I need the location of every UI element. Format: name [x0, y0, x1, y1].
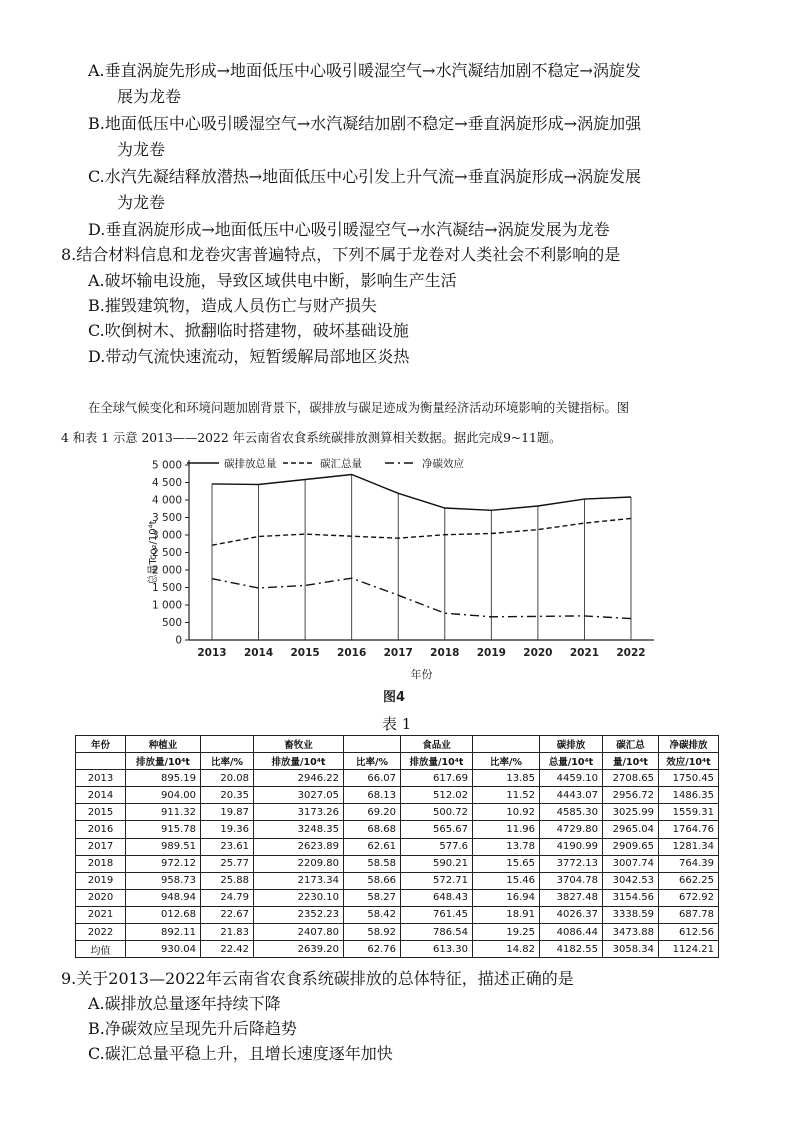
intro-line1: 在全球气候变化和环境问题加剧背景下，碳排放与碳足迹成为衡量经济活动环境影响的关键指标。图	[88, 401, 630, 415]
table-cell: 19.25	[473, 924, 540, 941]
table-cell: 比率/%	[473, 753, 540, 770]
table-cell: 58.42	[344, 906, 401, 923]
x-axis-title: 年份	[410, 668, 433, 681]
table-cell: 69.20	[344, 804, 401, 821]
series-line-1	[212, 475, 631, 511]
x-tick-label: 2015	[290, 647, 320, 659]
table-cell: 2639.20	[254, 941, 344, 958]
table-cell: 3042.53	[603, 872, 659, 889]
table-cell: 565.67	[401, 821, 473, 838]
table-cell: 3025.99	[603, 804, 659, 821]
table-cell: 3248.35	[254, 821, 344, 838]
table-cell: 11.96	[473, 821, 540, 838]
q7-option-d: D.垂直涡旋形成→地面低压中心吸引暖湿空气→水汽凝结→涡旋发展为龙卷	[88, 220, 610, 239]
table-cell: 2018	[76, 855, 126, 872]
series-line-3	[212, 578, 631, 618]
table-cell: 62.76	[344, 941, 401, 958]
x-tick-label: 2013	[197, 647, 227, 659]
q9-option-b: B.净碳效应呈现先升后降趋势	[88, 1019, 297, 1038]
table-cell: 3772.13	[540, 855, 603, 872]
table-cell: 2022	[76, 924, 126, 941]
table-cell: 2013	[76, 770, 126, 787]
table-cell: 012.68	[126, 906, 201, 923]
table-row	[76, 770, 719, 787]
x-tick-label: 2021	[569, 647, 600, 659]
table-cell: 972.12	[126, 855, 201, 872]
table-cell: 10.92	[473, 804, 540, 821]
table-cell: 2014	[76, 787, 126, 804]
table-cell: 22.42	[201, 941, 254, 958]
table-cell	[76, 753, 126, 770]
table-cell: 13.85	[473, 770, 540, 787]
table-cell: 2015	[76, 804, 126, 821]
table-cell: 排放量/10⁴t	[401, 753, 473, 770]
table-cell: 915.78	[126, 821, 201, 838]
table-cell: 2209.80	[254, 855, 344, 872]
table-cell: 68.68	[344, 821, 401, 838]
table-cell: 16.94	[473, 889, 540, 906]
figure4-line-chart	[0, 450, 793, 710]
table-cell: 1559.31	[659, 804, 719, 821]
table-cell: 年份	[76, 736, 126, 753]
table-cell: 687.78	[659, 906, 719, 923]
table-cell: 58.66	[344, 872, 401, 889]
q8-option-a: A.破坏输电设施，导致区域供电中断，影响生产生活	[88, 271, 457, 290]
q7-option-b-line2: 为龙卷	[117, 140, 166, 159]
table-cell: 18.91	[473, 906, 540, 923]
table-cell: 500.72	[401, 804, 473, 821]
y-tick-label: 4 000	[151, 494, 182, 507]
table-cell: 13.78	[473, 838, 540, 855]
table-cell: 总量/10⁴t	[540, 753, 603, 770]
table-header-row-2	[76, 753, 719, 770]
table-cell: 2965.04	[603, 821, 659, 838]
table-cell: 3058.34	[603, 941, 659, 958]
table-cell: 20.35	[201, 787, 254, 804]
table-cell: 种植业	[126, 736, 201, 753]
x-tick-label: 2017	[383, 647, 413, 659]
table-cell: 4190.99	[540, 838, 603, 855]
q9-stem: 9.关于2013—2022年云南省农食系统碳排放的总体特征，描述正确的是	[61, 969, 574, 988]
table-cell: 617.69	[401, 770, 473, 787]
table-cell: 786.54	[401, 924, 473, 941]
table-cell: 20.08	[201, 770, 254, 787]
table-cell: 4026.37	[540, 906, 603, 923]
table-cell: 2016	[76, 821, 126, 838]
table-cell: 989.51	[126, 838, 201, 855]
table-cell: 比率/%	[344, 753, 401, 770]
table-cell: 量/10⁴t	[603, 753, 659, 770]
legend-label-1: 碳排放总量	[224, 458, 277, 470]
table-cell: 3154.56	[603, 889, 659, 906]
y-tick-label: 500	[161, 617, 182, 629]
table-row	[76, 872, 719, 889]
y-tick-label: 5 000	[151, 459, 182, 472]
table-cell: 排放量/10⁴t	[126, 753, 201, 770]
table-cell: 1486.35	[659, 787, 719, 804]
table-cell: 14.82	[473, 941, 540, 958]
q8-option-c: C.吹倒树木、掀翻临时搭建物，破坏基础设施	[88, 321, 409, 340]
table-cell: 761.45	[401, 906, 473, 923]
table-cell: 662.25	[659, 872, 719, 889]
table-cell: 效应/10⁴t	[659, 753, 719, 770]
table-cell: 958.73	[126, 872, 201, 889]
y-tick-label: 1 500	[151, 582, 182, 594]
table-cell: 572.71	[401, 872, 473, 889]
table-cell: 2173.34	[254, 872, 344, 889]
x-tick-label: 2014	[243, 647, 274, 659]
table-cell: 碳排放	[540, 736, 603, 753]
y-tick-label: 2 000	[151, 564, 182, 577]
q7-option-a-line1: A.垂直涡旋先形成→地面低压中心吸引暖湿空气→水汽凝结加剧不稳定→涡旋发	[88, 61, 641, 80]
table-cell: 2230.10	[254, 889, 344, 906]
q9-option-a: A.碳排放总量逐年持续下降	[88, 994, 281, 1013]
table-cell	[473, 736, 540, 753]
x-tick-label: 2022	[616, 647, 646, 659]
table-cell: 58.27	[344, 889, 401, 906]
table-cell: 764.39	[659, 855, 719, 872]
series-line-2	[212, 518, 631, 545]
table-cell	[344, 736, 401, 753]
table-cell: 613.30	[401, 941, 473, 958]
table-cell	[201, 736, 254, 753]
table-cell: 3338.59	[603, 906, 659, 923]
table-cell: 3173.26	[254, 804, 344, 821]
table-cell: 4459.10	[540, 770, 603, 787]
table-cell: 22.67	[201, 906, 254, 923]
table-cell: 15.46	[473, 872, 540, 889]
table-cell: 2019	[76, 872, 126, 889]
table-cell: 碳汇总	[603, 736, 659, 753]
table-cell: 2708.65	[603, 770, 659, 787]
table-row	[76, 804, 719, 821]
table-cell: 2407.80	[254, 924, 344, 941]
table-cell: 3027.05	[254, 787, 344, 804]
table-cell: 2909.65	[603, 838, 659, 855]
table-cell: 2623.89	[254, 838, 344, 855]
table-cell: 4443.07	[540, 787, 603, 804]
table-cell: 3007.74	[603, 855, 659, 872]
legend-label-3: 净碳效应	[422, 458, 464, 470]
table-row	[76, 906, 719, 923]
table-cell: 4086.44	[540, 924, 603, 941]
y-tick-label: 3 000	[151, 529, 182, 542]
table-cell: 4729.80	[540, 821, 603, 838]
table-row	[76, 855, 719, 872]
table-cell: 4182.55	[540, 941, 603, 958]
table-cell: 948.94	[126, 889, 201, 906]
q7-option-c-line2: 为龙卷	[117, 193, 166, 212]
intro-line2: 4 和表 1 示意 2013——2022 年云南省农食系统碳排放测算相关数据。据此完成9~11题。	[61, 431, 562, 445]
table-cell: 21.83	[201, 924, 254, 941]
table-cell: 19.87	[201, 804, 254, 821]
table-cell: 3473.88	[603, 924, 659, 941]
table-cell: 68.13	[344, 787, 401, 804]
table-cell: 畜牧业	[254, 736, 344, 753]
x-tick-label: 2019	[476, 647, 506, 659]
table-cell: 2352.23	[254, 906, 344, 923]
q9-option-c: C.碳汇总量平稳上升，且增长速度逐年加快	[88, 1044, 393, 1063]
table-cell: 2021	[76, 906, 126, 923]
table-cell: 25.88	[201, 872, 254, 889]
table-cell: 58.92	[344, 924, 401, 941]
table-cell: 672.92	[659, 889, 719, 906]
table-cell: 512.02	[401, 787, 473, 804]
table-cell: 58.58	[344, 855, 401, 872]
table-row	[76, 838, 719, 855]
table-cell: 1124.21	[659, 941, 719, 958]
table-cell: 904.00	[126, 787, 201, 804]
table-cell: 11.52	[473, 787, 540, 804]
table-cell: 3704.78	[540, 872, 603, 889]
y-tick-label: 0	[175, 634, 182, 647]
table-cell: 911.32	[126, 804, 201, 821]
table-cell: 净碳排放	[659, 736, 719, 753]
figure-caption: 图4	[382, 690, 406, 705]
table-cell: 15.65	[473, 855, 540, 872]
q7-option-a-line2: 展为龙卷	[117, 87, 182, 106]
q7-option-b-line1: B.地面低压中心吸引暖湿空气→水汽凝结加剧不稳定→垂直涡旋形成→涡旋加强	[88, 114, 642, 133]
table-title: 表 1	[382, 715, 412, 733]
table-cell: 66.07	[344, 770, 401, 787]
q8-stem: 8.结合材料信息和龙卷灾害普遍特点，下列不属于龙卷对人类社会不利影响的是	[61, 245, 621, 264]
table-cell: 23.61	[201, 838, 254, 855]
table-row	[76, 889, 719, 906]
table-row	[76, 787, 719, 804]
table-cell: 24.79	[201, 889, 254, 906]
y-axis-title: 总量Tco₂/10⁴t	[148, 520, 159, 585]
table-row	[76, 941, 719, 958]
table-cell: 2017	[76, 838, 126, 855]
table-cell: 2956.72	[603, 787, 659, 804]
table-cell: 1764.76	[659, 821, 719, 838]
table-cell: 577.6	[401, 838, 473, 855]
table-cell: 930.04	[126, 941, 201, 958]
table-cell: 2946.22	[254, 770, 344, 787]
table-cell: 4585.30	[540, 804, 603, 821]
table-cell: 2020	[76, 889, 126, 906]
table-cell: 612.56	[659, 924, 719, 941]
q8-option-b: B.摧毁建筑物，造成人员伤亡与财产损失	[88, 296, 377, 315]
legend-label-2: 碳汇总量	[320, 458, 362, 470]
x-tick-label: 2016	[337, 647, 367, 659]
y-tick-label: 1 000	[151, 599, 182, 612]
table-cell: 均值	[76, 941, 126, 958]
y-tick-label: 3 500	[151, 512, 182, 524]
x-tick-label: 2018	[430, 647, 460, 659]
table-cell: 3827.48	[540, 889, 603, 906]
table-cell: 895.19	[126, 770, 201, 787]
table-row	[76, 821, 719, 838]
table-cell: 排放量/10⁴t	[254, 753, 344, 770]
table-cell: 590.21	[401, 855, 473, 872]
y-tick-label: 4 500	[151, 477, 182, 489]
q7-option-c-line1: C.水汽先凝结释放潜热→地面低压中心引发上升气流→垂直涡旋形成→涡旋发展	[88, 167, 641, 186]
table-cell: 食品业	[401, 736, 473, 753]
table-cell: 62.61	[344, 838, 401, 855]
table-cell: 19.36	[201, 821, 254, 838]
table-cell: 1281.34	[659, 838, 719, 855]
q8-option-d: D.带动气流快速流动，短暂缓解局部地区炎热	[88, 347, 410, 366]
table1	[75, 735, 719, 958]
table-cell: 648.43	[401, 889, 473, 906]
table-cell: 比率/%	[201, 753, 254, 770]
x-tick-label: 2020	[523, 647, 553, 659]
table-header-row-1	[76, 736, 719, 753]
table-row	[76, 924, 719, 941]
table-cell: 892.11	[126, 924, 201, 941]
table-cell: 1750.45	[659, 770, 719, 787]
table-cell: 25.77	[201, 855, 254, 872]
y-tick-label: 2 500	[151, 547, 182, 559]
